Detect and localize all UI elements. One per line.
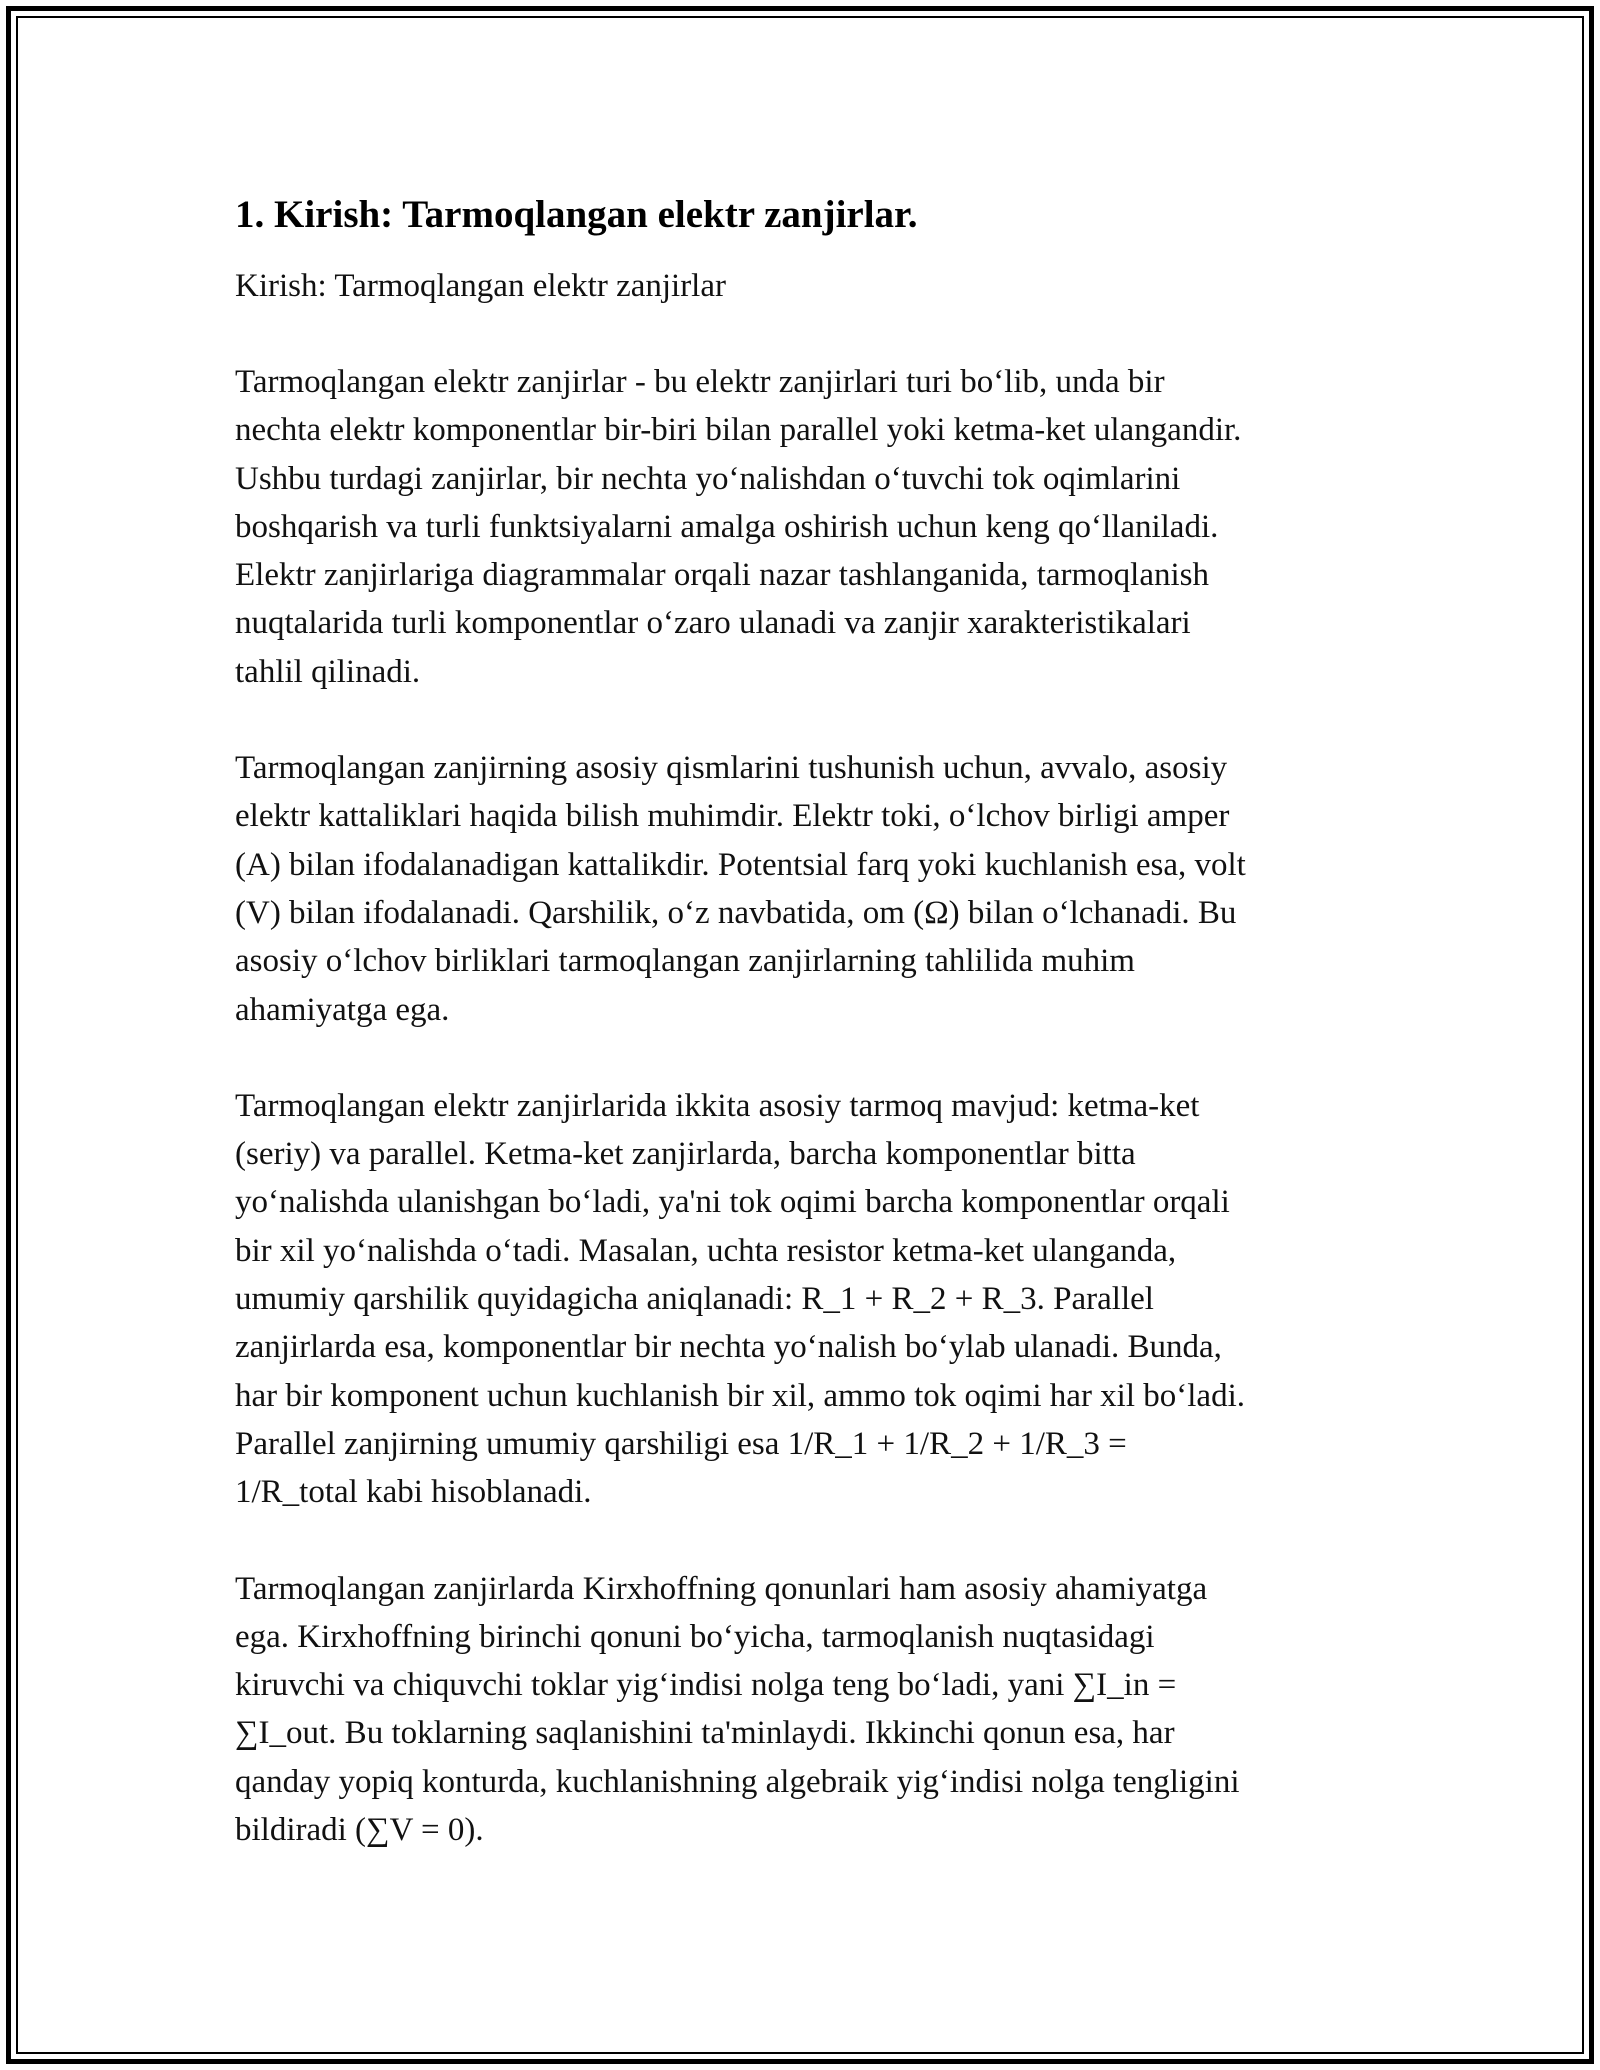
paragraph-4: Tarmoqlangan zanjirlarda Kirxhoffning qonunlari ham asosiy ahamiyatga ega. Kirxhoffning birinchi qonuni bo‘yicha, tarmoqlanish nuqtasidagi kiruvchi va chiquvchi toklar yig‘indisi nolga teng bo‘ladi, yani ∑I_in = ∑I_out. Bu toklarning saqlanishini ta'minlaydi. Ikkinchi qonun esa, har qanday yopiq konturda, kuchlanishning algebraik yig‘indisi nolga tengligini bildiradi (∑V = 0). xyxy=(235,1570,1240,1849)
paragraph-3: Tarmoqlangan elektr zanjirlarida ikkita asosiy tarmoq mavjud: ketma-ket (seriy) va parallel. Ketma-ket zanjirlarda, barcha komponentlar bitta yo‘nalishda ulanishgan bo‘ladi, ya'ni tok oqimi barcha komponentlar orqali bir xil yo‘nalishda o‘tadi. Masalan, uchta resistor ketma-ket ulanganda, umumiy qarshilik quyidagicha aniqlanadi: R_1 + R_2 + R_3. Parallel zanjirlarda esa, komponentlar bir nechta yo‘nalish bo‘ylab ulanadi. Bunda, har bir komponent uchun kuchlanish bir xil, ammo tok oqimi har xil bo‘ladi. Parallel zanjirning umumiy qarshiligi esa 1/R_1 + 1/R_2 + 1/R_3 = 1/R_total kabi hisoblanadi. xyxy=(235,1087,1245,1511)
paragraph-1: Tarmoqlangan elektr zanjirlar - bu elektr zanjirlari turi bo‘lib, unda bir nechta elektr komponentlar bir-biri bilan parallel yoki ketma-ket ulangandir. Ushbu turdagi zanjirlar, bir nechta yo‘nalishdan o‘tuvchi tok oqimlarini boshqarish va turli funktsiyalarni amalga oshirish uchun keng qo‘llaniladi. Elektr zanjirlariga diagrammalar orqali nazar tashlanganida, tarmoqlanish nuqtalarida turli komponentlar o‘zaro ulanadi va zanjir xarakteristikalari tahlil qilinadi. xyxy=(235,364,1242,690)
paragraph-2: Tarmoqlangan zanjirning asosiy qismlarini tushunish uchun, avvalo, asosiy elektr kattaliklari haqida bilish muhimdir. Elektr toki, o‘lchov birligi amper (A) bilan ifodalanadigan kattalikdir. Potentsial farq yoki kuchlanish esa, volt (V) bilan ifodalanadi. Qarshilik, o‘z navbatida, om (Ω) bilan o‘lchanadi. Bu asosiy o‘lchov birliklari tarmoqlangan zanjirlarning tahlilida muhim ahamiyatga ega. xyxy=(235,750,1246,1028)
section-heading: 1. Kirish: Tarmoqlangan elektr zanjirlar. xyxy=(235,193,918,236)
section-subtitle: Kirish: Tarmoqlangan elektr zanjirlar xyxy=(235,268,726,304)
document-body xyxy=(235,188,1375,1902)
